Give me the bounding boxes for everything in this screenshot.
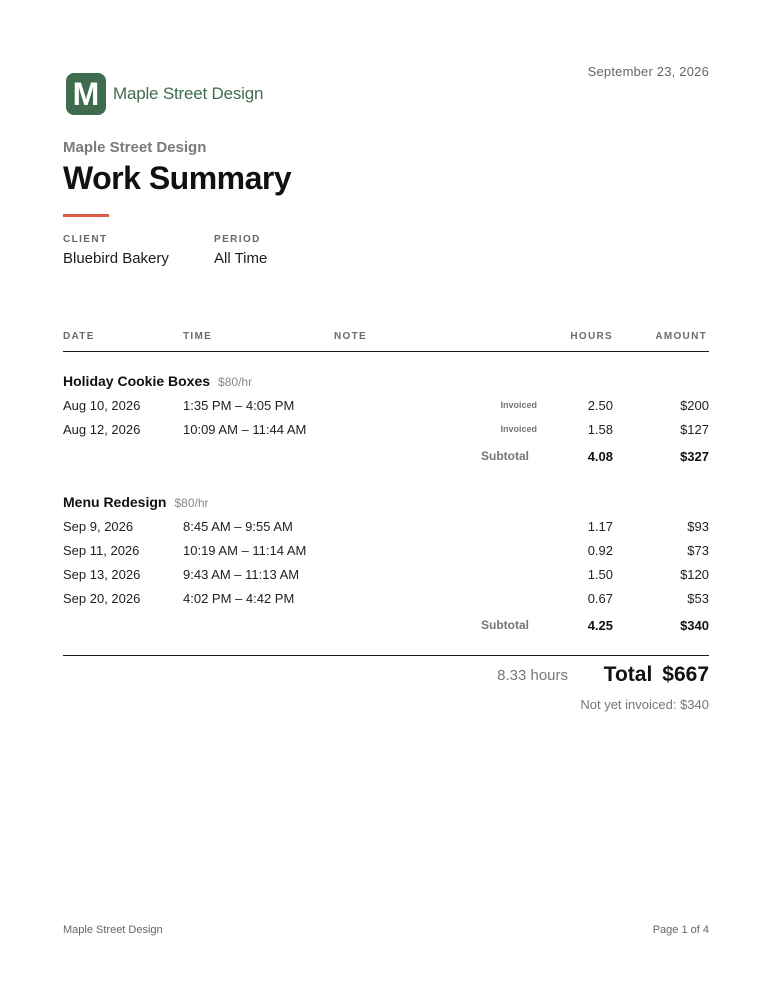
- subtotal-row: [63, 449, 709, 467]
- period-value: All Time: [214, 250, 268, 267]
- row-hours: 1.50: [587, 567, 613, 582]
- row-date: Sep 9, 2026: [63, 519, 134, 534]
- project-group-heading: [63, 494, 209, 510]
- table-row: [63, 567, 709, 585]
- row-date: Aug 12, 2026: [63, 422, 141, 437]
- page-title: Work Summary: [63, 160, 292, 196]
- row-date: Sep 20, 2026: [63, 591, 141, 606]
- client-value: Bluebird Bakery: [63, 250, 169, 267]
- company-name: Maple Street Design: [63, 139, 207, 156]
- row-amount: $73: [687, 543, 709, 558]
- column-header-date: DATE: [63, 331, 95, 342]
- row-time: 10:09 AM – 11:44 AM: [183, 422, 307, 437]
- row-time: 9:43 AM – 11:13 AM: [183, 567, 300, 582]
- table-row: [63, 591, 709, 609]
- row-hours: 0.92: [587, 543, 613, 558]
- table-row: [63, 422, 709, 440]
- client-block: [63, 234, 169, 267]
- row-status-badge: Invoiced: [500, 424, 537, 434]
- document-date: September 23, 2026: [587, 64, 709, 79]
- row-status-badge: Invoiced: [500, 400, 537, 410]
- row-date: Aug 10, 2026: [63, 398, 141, 413]
- table-row: [63, 398, 709, 416]
- company-logo: [66, 73, 263, 115]
- row-hours: 1.58: [587, 422, 613, 437]
- row-hours: 1.17: [587, 519, 613, 534]
- client-label: CLIENT: [63, 234, 108, 245]
- period-block: [214, 234, 267, 267]
- period-label: PERIOD: [214, 234, 261, 245]
- footer-company: Maple Street Design: [63, 924, 163, 936]
- row-hours: 2.50: [587, 398, 613, 413]
- column-header-amount: AMOUNT: [655, 331, 707, 342]
- subtotal-amount: $327: [680, 449, 709, 464]
- total-amount: $667: [662, 663, 709, 686]
- row-amount: $93: [687, 519, 709, 534]
- row-amount: $53: [687, 591, 709, 606]
- subtotal-label: Subtotal: [481, 449, 529, 463]
- project-name: Menu Redesign: [63, 494, 167, 510]
- project-rate: $80/hr: [174, 496, 209, 510]
- row-amount: $200: [680, 398, 709, 413]
- row-amount: $120: [680, 567, 709, 582]
- row-time: 4:02 PM – 4:42 PM: [183, 591, 295, 606]
- total-rule: [63, 655, 709, 656]
- row-date: Sep 13, 2026: [63, 567, 141, 582]
- project-name: Holiday Cookie Boxes: [63, 373, 211, 389]
- row-time: 10:19 AM – 11:14 AM: [183, 543, 307, 558]
- table-header-rule: [63, 351, 709, 352]
- table-row: [63, 519, 709, 537]
- subtotal-label: Subtotal: [481, 618, 529, 632]
- subtotal-row: [63, 618, 709, 636]
- project-group-heading: [63, 373, 252, 389]
- row-time: 8:45 AM – 9:55 AM: [183, 519, 293, 534]
- subtotal-amount: $340: [680, 618, 709, 633]
- row-date: Sep 11, 2026: [63, 543, 140, 558]
- column-header-time: TIME: [183, 331, 213, 342]
- subtotal-hours: 4.25: [587, 618, 613, 633]
- column-header-note: NOTE: [334, 331, 367, 342]
- row-hours: 0.67: [587, 591, 613, 606]
- total-hours: 8.33 hours: [497, 667, 568, 684]
- page-number: Page 1 of 4: [652, 924, 709, 936]
- project-rate: $80/hr: [218, 375, 253, 389]
- grand-total: [604, 663, 709, 687]
- title-accent-rule: [63, 214, 109, 217]
- not-invoiced-note: Not yet invoiced: $340: [580, 697, 709, 712]
- document-page: [63, 0, 709, 1000]
- total-label: Total: [603, 663, 653, 686]
- row-time: 1:35 PM – 4:05 PM: [183, 398, 295, 413]
- row-amount: $127: [680, 422, 709, 437]
- column-header-hours: HOURS: [570, 331, 613, 342]
- table-row: [63, 543, 709, 561]
- subtotal-hours: 4.08: [587, 449, 613, 464]
- logo-mark: M: [66, 73, 106, 115]
- logo-text: Maple Street Design: [113, 84, 264, 103]
